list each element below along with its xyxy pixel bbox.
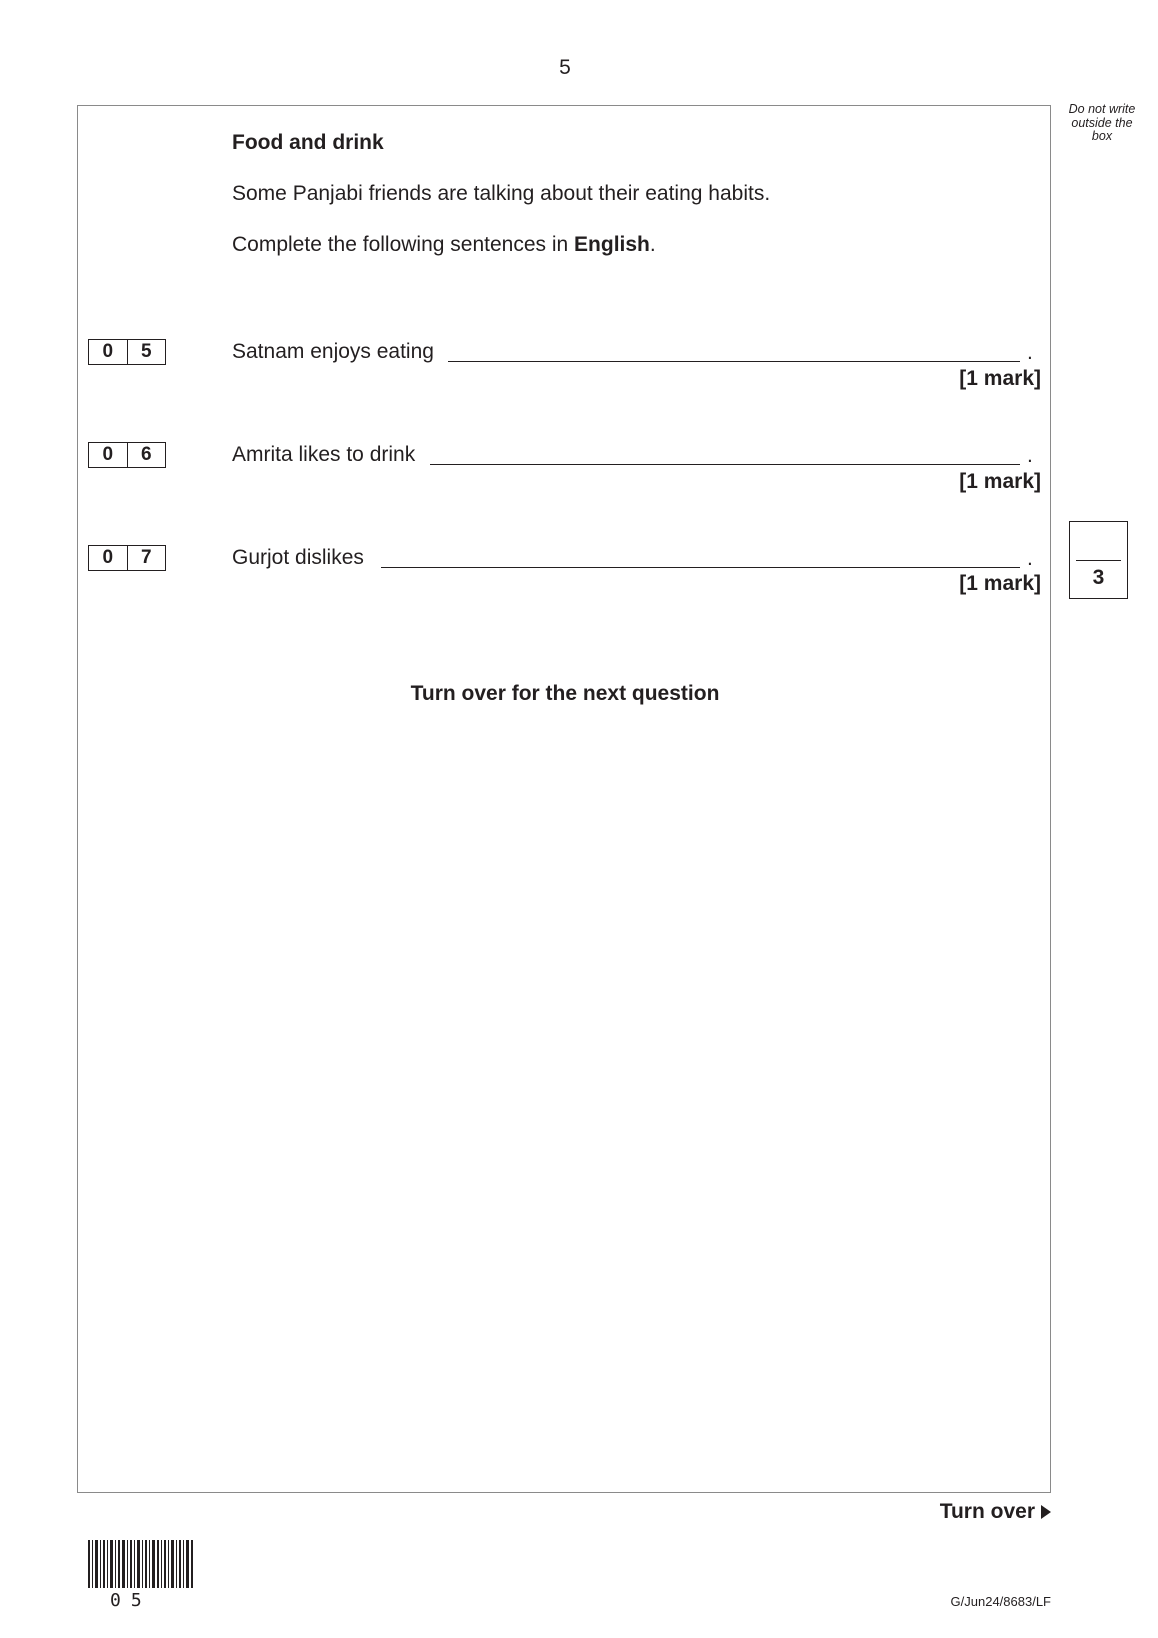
question-digit: 0 — [102, 341, 114, 362]
answer-line[interactable] — [381, 567, 1020, 568]
question-marks: [1 mark] — [959, 572, 1041, 595]
section-intro: Some Panjabi friends are talking about their eating habits. — [232, 182, 771, 205]
section-heading: Food and drink — [232, 131, 384, 154]
answer-line[interactable] — [448, 361, 1020, 362]
question-marks: [1 mark] — [959, 470, 1041, 493]
sentence-end: . — [1027, 341, 1033, 364]
arrow-right-icon — [1041, 1505, 1051, 1519]
sentence-end: . — [1027, 444, 1033, 467]
margin-note: Do not write outside the box — [1068, 102, 1136, 143]
total-divider — [1076, 560, 1121, 561]
instruction-emphasis: English — [574, 233, 650, 256]
turn-over-label: Turn over — [939, 1500, 1035, 1523]
footer-code: G/Jun24/8683/LF — [950, 1594, 1051, 1609]
barcode — [88, 1540, 193, 1588]
question-digit: 5 — [127, 340, 166, 364]
question-text: Amrita likes to drink — [232, 443, 416, 466]
turn-over — [940, 1500, 1051, 1524]
question-digit: 6 — [127, 443, 166, 467]
instruction-suffix: . — [649, 233, 656, 256]
instruction-prefix: Complete the following sentences in — [232, 233, 575, 256]
sentence-end: . — [1027, 547, 1033, 570]
answer-line[interactable] — [430, 464, 1020, 465]
question-digit: 0 — [102, 547, 114, 568]
question-number-box — [88, 442, 166, 468]
question-digit: 7 — [127, 546, 166, 570]
page-number: 5 — [559, 56, 571, 79]
question-text: Satnam enjoys eating — [232, 340, 434, 363]
question-digit: 0 — [102, 444, 114, 465]
total-marks: 3 — [1092, 566, 1105, 589]
question-text: Gurjot dislikes — [232, 546, 364, 569]
question-marks: [1 mark] — [959, 367, 1041, 390]
barcode-number: 05 — [110, 1590, 152, 1611]
turn-over-next-question: Turn over for the next question — [410, 682, 720, 705]
section-instruction — [232, 233, 656, 257]
total-marks-box — [1069, 521, 1128, 599]
answer-frame — [77, 105, 1051, 1493]
question-number-box — [88, 545, 166, 571]
question-number-box — [88, 339, 166, 365]
